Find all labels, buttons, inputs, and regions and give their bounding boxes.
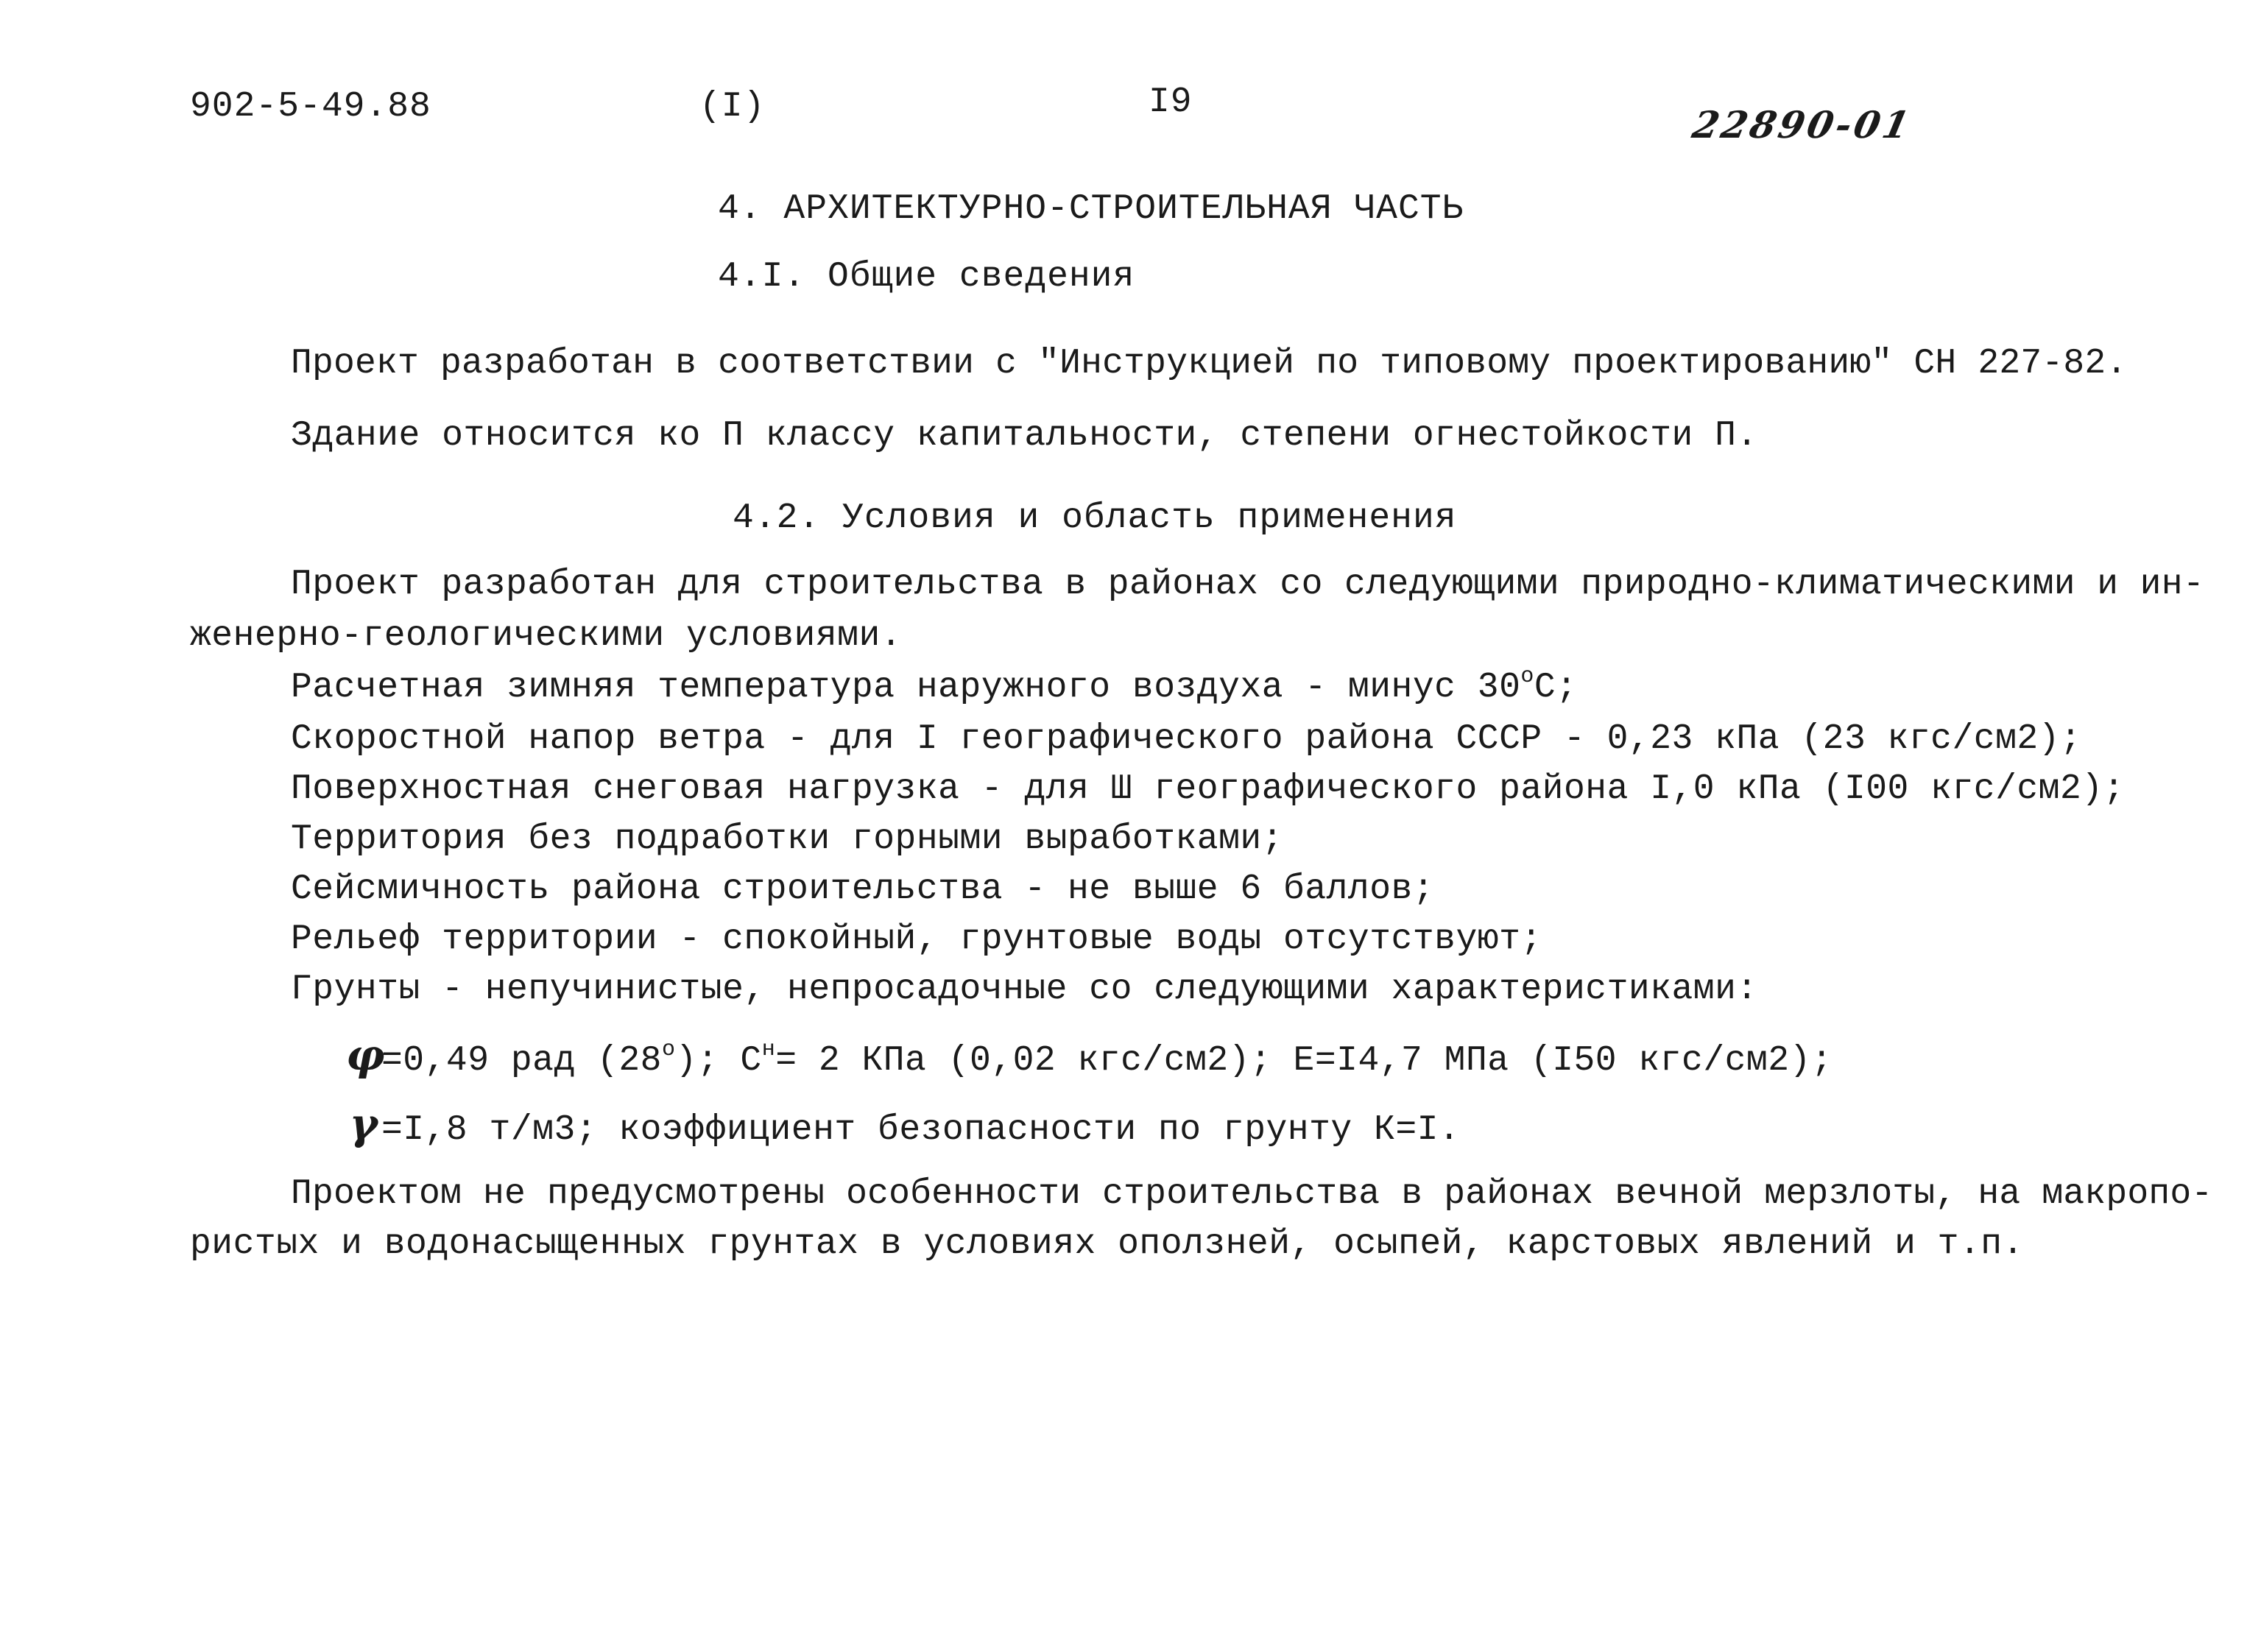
paragraph-intro-line-2: женерно-геологическими условиями. [190,616,903,656]
gamma-value: =I,8 т/м3; коэффициент безопасности по грунту К=I. [381,1110,1461,1150]
section-title: 4. АРХИТЕКТУРНО-СТРОИТЕЛЬНАЯ ЧАСТЬ [718,189,1464,229]
condition-wind: Скоростной напор ветра - для I географического района СССР - 0,23 кПа (23 кгс/см2); [291,719,2082,759]
cohesion-superscript: н [761,1037,776,1062]
paragraph-building-class: Здание относится ко П классу капитальности, степени огнестойкости П. [291,416,1758,456]
paragraph-project-standard: Проект разработан в соответствии с "Инструкцией по типовому проектированию" СН 227-82. [291,344,2128,384]
temperature-unit: С; [1534,668,1578,707]
soil-parameters-line-2 [346,1099,1461,1150]
condition-territory: Территория без подработки горными выработками; [291,819,1284,859]
phi-symbol: φ [346,1030,385,1080]
paragraph-final-line-2: ристых и водонасыщенных грунтах в условиях оползней, осыпей, карстовых явлений и т.п. [190,1224,2024,1264]
document-code: 902-5-49.88 [190,87,431,127]
paragraph-intro-line-1: Проект разработан для строительства в районах со следующими природно-климатическими и ин- [291,565,2205,604]
temperature-text: Расчетная зимняя температура наружного воздуха - минус 30 [291,668,1521,707]
condition-snow: Поверхностная снеговая нагрузка - для Ш географического района I,0 кПа (I00 кгс/см2); [291,769,2125,809]
soil-parameters-line-1 [346,1030,1833,1081]
handwritten-stamp-number: 22890-01 [1688,103,1916,147]
phi-value: =0,49 рад (28 [381,1041,662,1081]
soil-parameters-rest: = 2 КПа (0,02 кгс/см2); Е=I4,7 МПа (I50 кгс/см2); [775,1041,1833,1081]
paragraph-final-line-1: Проектом не предусмотрены особенности строительства в районах вечной мерзлоты, на макропо- [291,1174,2213,1214]
subsection-title-conditions: 4.2. Условия и область применения [733,498,1457,538]
subsection-title-general: 4.I. Общие сведения [718,257,1135,297]
condition-temperature [291,664,1578,707]
document-part: (I) [699,87,766,127]
condition-soils: Грунты - непучинистые, непросадочные со следующими характеристиками: [291,970,1758,1009]
degree-symbol-2: o [661,1037,676,1062]
gamma-symbol: γ [349,1099,378,1149]
condition-relief: Рельеф территории - спокойный, грунтовые воды отсутствуют; [291,919,1542,959]
condition-seismic: Сейсмичность района строительства - не выше 6 баллов; [291,869,1435,909]
cohesion-label: ); С [675,1041,762,1081]
page-number: I9 [1149,82,1193,122]
degree-symbol: o [1520,664,1534,689]
